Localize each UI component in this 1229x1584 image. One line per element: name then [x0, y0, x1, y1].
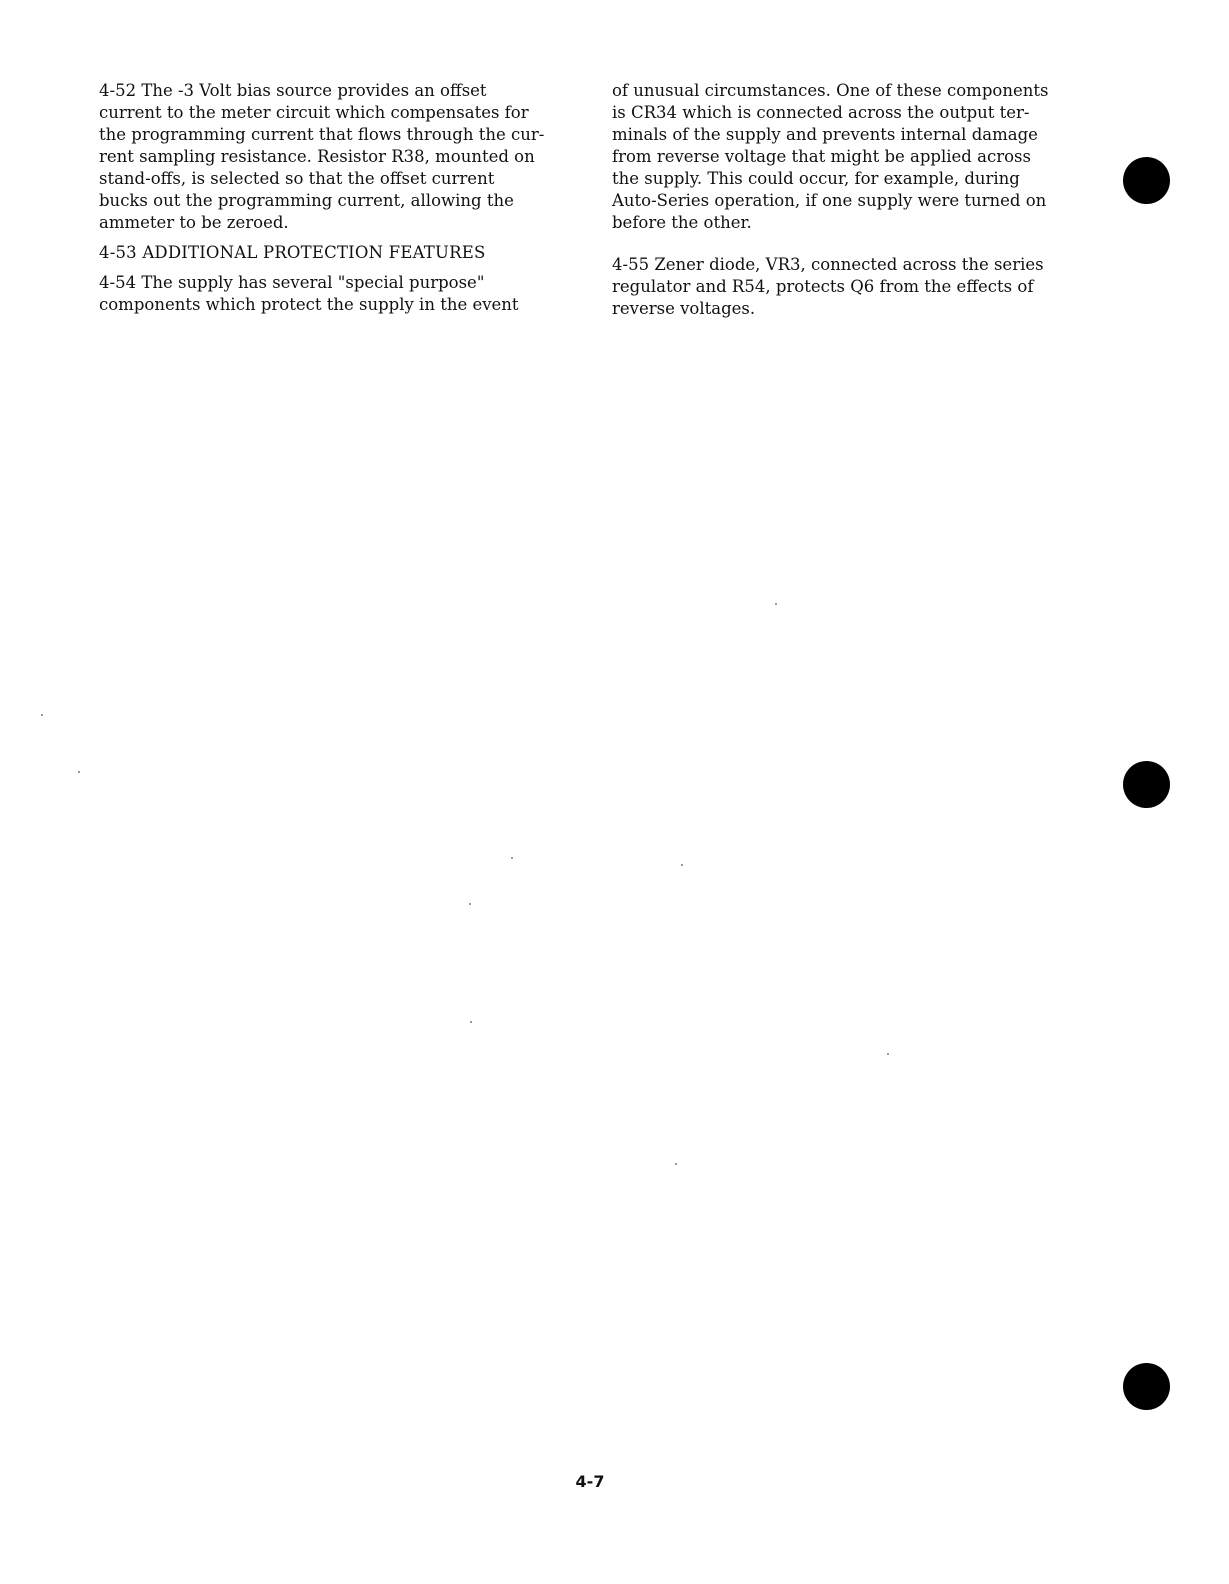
right-column — [612, 80, 1092, 328]
paragraph-4-55: 4-55 Zener diode, VR3, connected across the series regulator and R54, protects Q6 from the effects of reverse voltages. — [612, 255, 1044, 318]
scan-speck — [887, 1053, 889, 1055]
scan-speck — [511, 857, 513, 859]
page-number: 4-7 — [575, 1472, 605, 1491]
scan-speck — [41, 714, 43, 716]
scan-speck — [78, 771, 80, 773]
paragraph-4-54: 4-54 The supply has several "special purpose" components which protect the supply in the event — [99, 273, 519, 314]
scan-speck — [470, 1021, 472, 1023]
section-heading-4-53: 4-53 ADDITIONAL PROTECTION FEATURES — [99, 243, 486, 262]
scan-speck — [775, 603, 777, 605]
left-column — [99, 80, 569, 324]
paragraph-4-52: 4-52 The -3 Volt bias source provides an offset current to the meter circuit which compensates for the programming current that flows through the cur- rent sampling resistance. Resistor R38, mounted on stand-offs, is selected so that the offset current bucks out the programming current, allowing the ammeter to be zeroed. — [99, 81, 545, 232]
binder-hole-middle — [1123, 761, 1170, 808]
binder-hole-bottom — [1123, 1363, 1170, 1410]
paragraph-gap — [612, 242, 1092, 254]
scan-speck — [469, 903, 471, 905]
binder-hole-top — [1123, 157, 1170, 204]
paragraph-4-54-continued: of unusual circumstances. One of these components is CR34 which is connected across the output ter- minals of the supply and prevents internal damage from reverse voltage that might be applied across the supply. This could occur, for example, during Auto-Series operation, if one supply were turned on before the other. — [612, 81, 1049, 232]
scan-speck — [681, 864, 683, 866]
scan-speck — [675, 1163, 677, 1165]
